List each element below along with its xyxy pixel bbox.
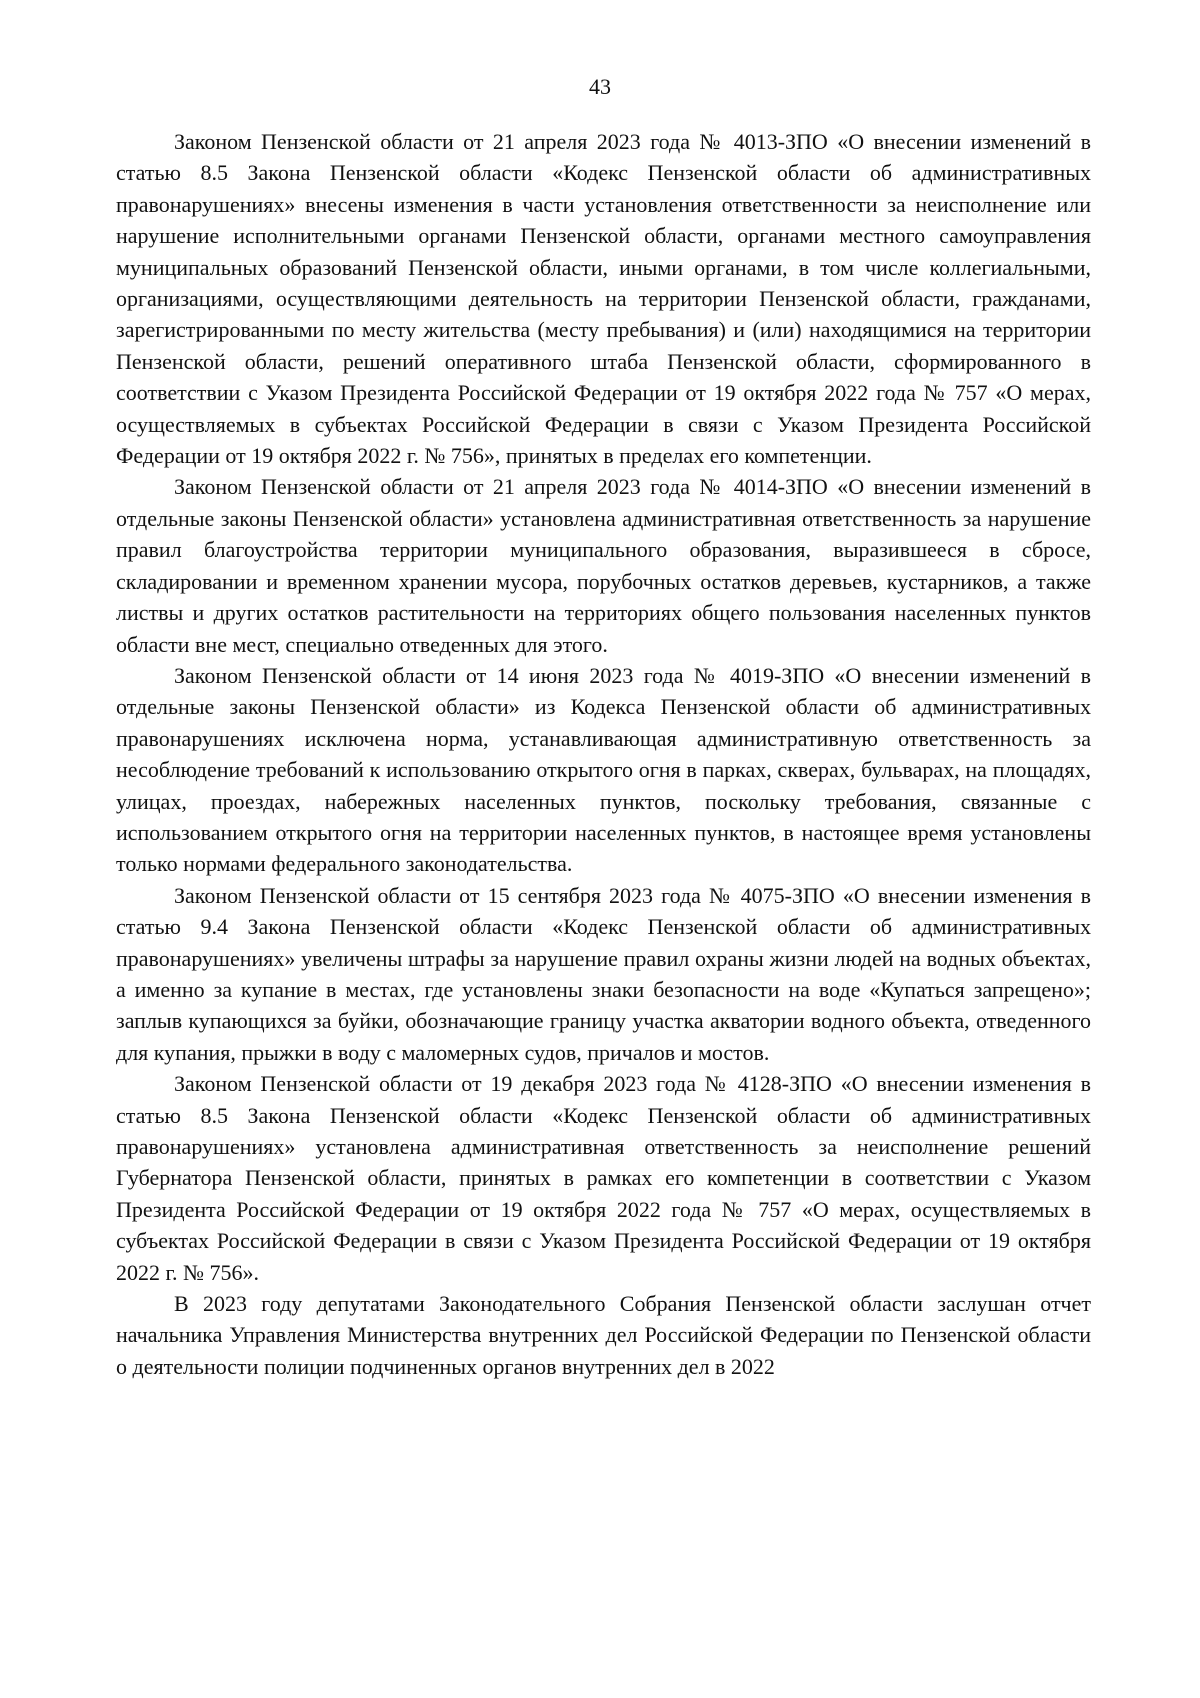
page-number: 43 xyxy=(589,74,611,99)
paragraph-law-4013: Законом Пензенской области от 21 апреля 2023 года № 4013-ЗПО «О внесении изменений в статью 8.5 Закона Пензенской области «Кодекс Пензенской области об административных правонарушениях» внесены изменения в части установления ответственности за неисполнение или нарушение исполнительными органами Пензенской области, органами местного самоуправления муниципальных образований Пензенской области, иными органами, в том числе коллегиальными, организациями, осуществляющими деятельность на территории Пензенской области, гражданами, зарегистрированными по месту жительства (месту пребывания) и (или) находящимися на территории Пензенской области, решений оперативного штаба Пензенской области, сформированного в соответствии с Указом Президента Российской Федерации от 19 октября 2022 года № 757 «О мерах, осуществляемых в субъектах Российской Федерации в связи с Указом Президента Российской Федерации от 19 октября 2022 г. № 756», принятых в пределах его компетенции. xyxy=(116,129,1091,469)
document-body xyxy=(116,126,1091,1382)
paragraph-law-4128: Законом Пензенской области от 19 декабря 2023 года № 4128-ЗПО «О внесении изменения в статью 8.5 Закона Пензенской области «Кодекс Пензенской области об административных правонарушениях» установлена административная ответственность за неисполнение решений Губернатора Пензенской области, принятых в рамках его компетенции в соответствии с Указом Президента Российской Федерации от 19 октября 2022 года № 757 «О мерах, осуществляемых в субъектах Российской Федерации в связи с Указом Президента Российской Федерации от 19 октября 2022 г. № 756». xyxy=(116,1071,1091,1285)
paragraph-police-report: В 2023 году депутатами Законодательного Собрания Пензенской области заслушан отчет начальника Управления Министерства внутренних дел Российской Федерации по Пензенской области о деятельности полиции подчиненных органов внутренних дел в 2022 xyxy=(116,1291,1091,1379)
paragraph-law-4075: Законом Пензенской области от 15 сентября 2023 года № 4075-ЗПО «О внесении изменения в статью 9.4 Закона Пензенской области «Кодекс Пензенской области об административных правонарушениях» увеличены штрафы за нарушение правил охраны жизни людей на водных объектах, а именно за купание в местах, где установлены знаки безопасности на воде «Купаться запрещено»; заплыв купающихся за буйки, обозначающие границу участка акватории водного объекта, отведенного для купания, прыжки в воду с маломерных судов, причалов и мостов. xyxy=(116,882,1091,1065)
paragraph-law-4019: Законом Пензенской области от 14 июня 2023 года № 4019-ЗПО «О внесении изменений в отдельные законы Пензенской области» из Кодекса Пензенской области об административных правонарушениях исключена норма, устанавливающая административную ответственность за несоблюдение требований к использованию открытого огня в парках, скверах, бульварах, на площадях, улицах, проездах, набережных населенных пунктов, поскольку требования, связанные с использованием открытого огня на территории населенных пунктов, в настоящее время установлены только нормами федерального законодательства. xyxy=(116,662,1091,877)
paragraph-law-4014: Законом Пензенской области от 21 апреля 2023 года № 4014-ЗПО «О внесении изменений в отдельные законы Пензенской области» установлена административная ответственность за нарушение правил благоустройства территории муниципального образования, выразившееся в сбросе, складировании и временном хранении мусора, порубочных остатков деревьев, кустарников, а также листвы и других остатков растительности на территориях общего пользования населенных пунктов области вне мест, специально отведенных для этого. xyxy=(116,474,1091,657)
